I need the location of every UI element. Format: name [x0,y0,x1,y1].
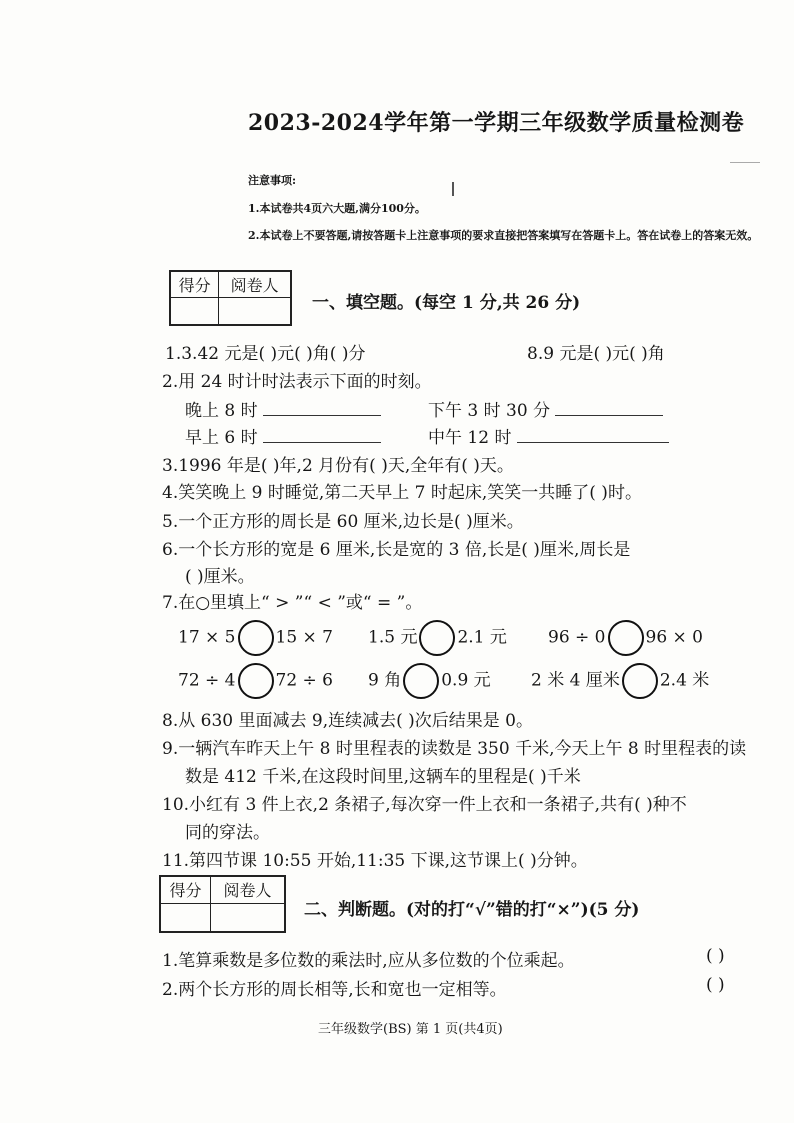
judge-item-1: 1.笔算乘数是多位数的乘法时,应从多位数的个位乘起。 [162,951,575,971]
compare-right: 0.9 元 [441,670,491,691]
question-3: 3.1996 年是( )年,2 月份有( )天,全年有( )天。 [162,456,514,476]
question-10a: 10.小红有 3 件上衣,2 条裙子,每次穿一件上衣和一条裙子,共有( )种不 [162,795,687,815]
compare-right: 96 × 0 [645,627,703,648]
grader-cell[interactable] [210,903,285,932]
question-6b: ( )厘米。 [185,567,255,587]
judge-mark-2[interactable]: ( ) [706,975,725,995]
question-2: 2.用 24 时计时法表示下面的时刻。 [162,372,432,392]
judge-item-2: 2.两个长方形的周长相等,长和宽也一定相等。 [162,980,507,1000]
scan-mark [730,162,760,163]
compare-circle[interactable] [238,620,274,656]
question-10b: 同的穿法。 [185,823,270,843]
grader-cell[interactable] [219,297,291,325]
q2-item-morning-6 [185,423,381,448]
compare-left: 9 角 [368,670,402,691]
compare-item [548,620,703,656]
question-5: 5.一个正方形的周长是 60 厘米,边长是( )厘米。 [162,512,524,532]
compare-right: 72 ÷ 6 [275,670,333,691]
compare-circle[interactable] [608,620,644,656]
answer-blank[interactable] [555,397,663,416]
compare-left: 2 米 4 厘米 [531,670,620,691]
notes-line-1: 1.本试卷共4页六大题,满分100分。 [248,202,426,215]
section2-heading: 二、判断题。(对的打“√”错的打“×”)(5 分) [304,900,640,920]
question-1a: 1.3.42 元是( )元( )角( )分 [165,344,366,364]
judge-mark-1[interactable]: ( ) [706,946,725,966]
compare-circle[interactable] [238,663,274,699]
compare-circle[interactable] [419,620,455,656]
compare-left: 72 ÷ 4 [178,670,236,691]
answer-blank[interactable] [263,397,381,416]
compare-circle[interactable] [403,663,439,699]
compare-item [178,663,333,699]
q2-item-evening-8 [185,396,381,421]
grader-label: 阅卷人 [210,876,285,903]
compare-item [178,620,333,656]
question-4: 4.笑笑晚上 9 时睡觉,第二天早上 7 时起床,笑笑一共睡了( )时。 [162,483,642,503]
q2-item-afternoon-3-30 [428,396,663,421]
compare-left: 96 ÷ 0 [548,627,606,648]
score-cell[interactable] [170,297,219,325]
score-label: 得分 [160,876,210,903]
question-9b: 数是 412 千米,在这段时间里,这辆车的里程是( )千米 [185,767,581,787]
question-6a: 6.一个长方形的宽是 6 厘米,长是宽的 3 倍,长是( )厘米,周长是 [162,540,631,560]
compare-left: 17 × 5 [178,627,236,648]
question-8: 8.从 630 里面减去 9,连续减去( )次后结果是 0。 [162,711,533,731]
compare-item [368,620,507,656]
score-label: 得分 [170,271,219,297]
question-9a: 9.一辆汽车昨天上午 8 时里程表的读数是 350 千米,今天上午 8 时里程表的读 [162,739,747,759]
compare-right: 2.1 元 [457,627,507,648]
question-1b: 8.9 元是( )元( )角 [527,344,665,364]
grader-label: 阅卷人 [219,271,291,297]
page-title: 2023-2024学年第一学期三年级数学质量检测卷 [248,110,745,136]
compare-right: 15 × 7 [275,627,333,648]
compare-circle[interactable] [622,663,658,699]
compare-item [531,663,709,699]
answer-blank[interactable] [263,424,381,443]
compare-right: 2.4 米 [659,670,710,691]
q2-item-label: 晚上 8 时 [185,401,258,421]
question-11: 11.第四节课 10:55 开始,11:35 下课,这节课上( )分钟。 [162,851,588,871]
scan-mark [452,182,454,196]
q2-item-label: 中午 12 时 [428,428,512,448]
q2-item-noon-12 [428,423,669,448]
section1-heading: 一、填空题。(每空 1 分,共 26 分) [312,293,581,313]
q2-item-label: 早上 6 时 [185,428,258,448]
score-cell[interactable] [160,903,210,932]
notes-heading: 注意事项: [248,174,297,187]
q2-item-label: 下午 3 时 30 分 [428,401,551,421]
page-footer: 三年级数学(BS) 第 1 页(共4页) [318,1022,503,1037]
answer-blank[interactable] [517,424,669,443]
question-7: 7.在○里填上“ > ”“ < ”或“ = ”。 [162,593,423,613]
compare-left: 1.5 元 [368,627,418,648]
score-box-section1 [169,270,292,326]
notes-line-2: 2.本试卷上不要答题,请按答题卡上注意事项的要求直接把答案填写在答题卡上。答在试卷上的答案无效。 [248,229,759,242]
compare-item [368,663,491,699]
score-box-section2 [159,875,286,933]
